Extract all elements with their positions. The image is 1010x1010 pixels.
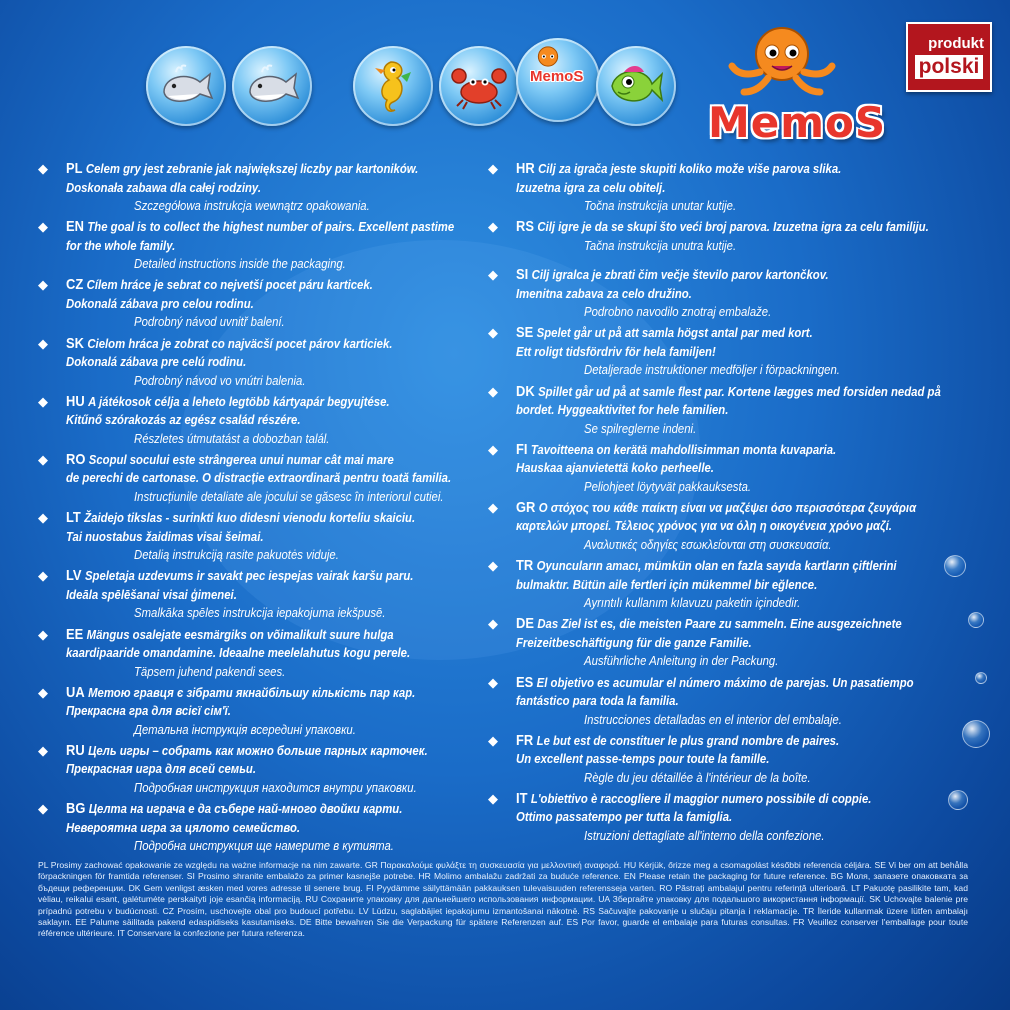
entry-line2: Kitűnő szórakozás az egész család részére. [66, 412, 301, 428]
entry-detail: Ausführliche Anleitung in der Packung. [584, 653, 779, 669]
entry-detail: Podrobný návod vo vnútri balenia. [134, 372, 306, 388]
entry-line1: Scopul socului este strângerea unui numar cât mai mare [88, 451, 394, 467]
entry-line2: Izuzetna igra za celu obitelj. [516, 179, 666, 195]
language-entry-ro [38, 451, 478, 509]
entry-detail: Peliohjeet löytyvät pakkauksesta. [584, 478, 752, 494]
entry-line1: Cilj igralca je zbrati čim večje število parov kartončkov. [531, 267, 829, 283]
language-entry-de [488, 615, 958, 673]
entry-line2: Imenitna zabava za celo družino. [516, 285, 692, 301]
entry-detail: Αναλυτικές οδηγίες εσωκλείονται στη συσκευασία. [584, 536, 832, 552]
diamond-bullet-icon [38, 163, 50, 175]
produkt-polski-badge [906, 22, 992, 92]
language-code: DK [516, 382, 535, 400]
diamond-bullet-icon [488, 269, 500, 281]
entry-detail: Részletes útmutatást a dobozban talál. [134, 430, 330, 446]
entry-line1: Žaidejo tikslas - surinkti kuo didesni vienodu korteliu skaiciu. [84, 510, 416, 526]
entry-line2: bulmaktır. Bütün aile fertleri için mükemmel bir eğlence. [516, 576, 818, 592]
language-code: RO [66, 450, 86, 468]
diamond-bullet-icon [488, 560, 500, 572]
entry-line2: Прекрасна гра для всієї сім'ї. [66, 703, 231, 719]
language-code: SI [516, 266, 529, 284]
language-code: RS [516, 218, 534, 236]
entry-detail: Se spilreglerne indeni. [584, 420, 697, 436]
entry-line1: Oyuncuların amacı, mümkün olan en fazla sayıda kartların çiftlerini [536, 558, 897, 574]
language-entry-si [488, 266, 958, 324]
entry-line1: The goal is to collect the highest number of pairs. Excellent pastime [87, 219, 455, 235]
entry-detail: Točna instrukcija unutar kutije. [584, 198, 737, 213]
brand-wordmark: MemoS [708, 98, 887, 147]
entry-line2: Freizeitbeschäftigung für die ganze Familie. [516, 634, 752, 650]
entry-line2: Un excellent passe-temps pour toute la famille. [516, 751, 770, 767]
entry-line1: Tavoitteena on kerätä mahdollisimman monta kuvaparia. [530, 441, 837, 457]
entry-line2: Прекрасная игра для всей семьи. [66, 761, 257, 777]
diamond-bullet-icon [38, 279, 50, 291]
whale-icon [154, 54, 218, 118]
language-entry-se [488, 324, 958, 382]
language-entry-ua [38, 684, 478, 742]
language-entry-ee [38, 626, 478, 684]
diamond-bullet-icon [488, 735, 500, 747]
diamond-bullet-icon [488, 444, 500, 456]
language-code: HU [66, 392, 85, 410]
entry-detail: Règle du jeu détaillée à l'intérieur de la boîte. [584, 769, 811, 785]
diamond-bullet-icon [38, 570, 50, 582]
language-entry-bg [38, 800, 478, 858]
diamond-bullet-icon [38, 396, 50, 408]
diamond-bullet-icon [38, 687, 50, 699]
language-code: TR [516, 557, 534, 575]
language-code: DE [516, 615, 534, 633]
entry-line1: El objetivo es acumular el número máximo de parejas. Un pasatiempo [536, 674, 914, 690]
entry-line2: καρτελών μπορεί. Τέλειος χρόνος για να όλη η οικογένεια χρόνο μαζί. [516, 518, 892, 534]
entry-line2: de perechi de cartonase. O distracție extraordinară pentru toată familia. [66, 470, 452, 486]
entry-line1: Mängus osalejate eesmärgiks on võimalikult suure hulga [86, 626, 394, 642]
entry-line2: Ett roligt tidsfördriv för hela familjen! [516, 343, 716, 359]
diamond-bullet-icon [38, 221, 50, 233]
entry-detail: Instrucțiunile detaliate ale jocului se găsesc în interiorul cutiei. [134, 488, 444, 504]
language-entry-fi [488, 441, 958, 499]
entry-line2: bordet. Hyggeaktivitet for hele familien. [516, 402, 729, 418]
tile-whale [232, 46, 312, 126]
language-code: EE [66, 625, 84, 643]
tile-seahorse [353, 46, 433, 126]
entry-line1: L'obiettivo è raccogliere il maggior numero possibile di coppie. [530, 790, 872, 806]
entry-line2: Ottimo passatempo per tutta la famiglia. [516, 809, 733, 825]
entry-detail: Instrucciones detalladas en el interior del embalaje. [584, 711, 842, 727]
bubble-decoration [962, 720, 990, 748]
language-code: BG [66, 800, 86, 818]
octopus-mascot-icon [722, 20, 842, 110]
tile-memos [516, 38, 600, 122]
language-code: CZ [66, 276, 84, 294]
entry-line1: A játékosok célja a leheto legtöbb kártyapár begyujtése. [88, 393, 390, 409]
diamond-bullet-icon [38, 803, 50, 815]
language-code: ES [516, 673, 534, 691]
entry-detail: Подробна инструкция ще намерите в кутията. [134, 838, 394, 854]
language-code: LT [66, 509, 81, 527]
language-entry-dk [488, 383, 958, 441]
language-entry-it [488, 790, 958, 848]
badge-line2: polski [915, 55, 984, 79]
language-entry-lv [38, 567, 478, 625]
entry-detail: Detalią instrukciją rasite pakuotės viduje. [134, 547, 339, 563]
diamond-bullet-icon [38, 745, 50, 757]
entry-line2: Ideāla spēlēšanai visai ģimenei. [66, 586, 237, 602]
bubble-decoration [968, 612, 984, 628]
language-code: GR [516, 498, 536, 516]
entry-line1: Цель игры – собрать как можно больше парных карточек. [88, 742, 428, 758]
entry-line1: Ο στόχος του κάθε παίκτη είναι να μαζέψει όσο περισσότερα ζευγάρια [538, 499, 917, 515]
language-code: HR [516, 160, 535, 177]
entry-line2: Hauskaa ajanvietettä koko perheelle. [516, 460, 714, 476]
diamond-bullet-icon [38, 338, 50, 350]
language-code: PL [66, 160, 83, 177]
diamond-bullet-icon [488, 327, 500, 339]
entry-line1: Das Ziel ist es, die meisten Paare zu sammeln. Eine ausgezeichnete [537, 616, 902, 632]
entry-detail: Detailed instructions inside the packaging. [134, 256, 346, 272]
entry-detail: Podrobný návod uvnitř balení. [134, 314, 285, 330]
language-entry-sk [38, 335, 478, 393]
entry-line2: Dokonalá zábava pre celú rodinu. [66, 354, 247, 370]
entry-line1: Spelet går ut på att samla högst antal par med kort. [536, 325, 813, 341]
entry-line2: fantástico para toda la familia. [516, 693, 679, 708]
language-entry-hr [488, 160, 958, 218]
entry-detail: Подробная инструкция находится внутри упаковки. [134, 779, 417, 795]
language-entry-rs [488, 218, 958, 266]
tile-crab [439, 46, 519, 126]
diamond-bullet-icon [488, 386, 500, 398]
entry-line2: Dokonalá zábava pro celou rodinu. [66, 295, 254, 311]
language-entry-fr [488, 732, 958, 790]
crab-icon [447, 54, 511, 118]
badge-line1: produkt [928, 35, 984, 52]
entry-line1: Spillet går ud på at samle flest par. Kortene lægges med forsiden nedad på [538, 383, 941, 399]
language-entry-en [38, 218, 478, 276]
language-code: RU [66, 741, 85, 759]
tile-memos-label: MemoS [530, 68, 584, 85]
entry-line1: Speletaja uzdevums ir savakt pec iespejas vairak karšu paru. [84, 568, 414, 584]
entry-detail: Detaljerade instruktioner medföljer i förpackningen. [584, 362, 840, 378]
packaging-notice-footer: PL Prosimy zachować opakowanie ze względu na ważne informacje na nim zawarte. GR Παρακαλούμε φυλάξτε τη συσκευασία για μελλοντική αναφορά. HU Kérjük, őrizze meg a csomagolást későbbi referencia céljára. SE Vi ber om att behålla förpackningen för framtida referenser. SI Prosimo shranite embalažo za primer kasnejše potrebe. HR Molimo ambalažu zadržati za buduće reference. EN Please retain the packaging for future reference. BG Моля, запазете опаковката за бъдещи референции. DK Gem venligst æsken med vores adresse til senere brug. FI Pyydämme säilyttämään pakkauksen tulevaisuuden referensseja varten. RO Păstrați ambalajul pentru referință ulterioară. LT Pakuotę pasilikite tam, kad vėliau, reikalui esant, galėtumėte perskaityti joje esančią informaciją. RU Сохраните упаковку для дальнейшего использования информации. UA Збергайте упаковку для подальшого використання інформації. SK Uchovajte balenie pre prípadnú potrebu v budúcnosti. CZ Prosím, uschovejte obal pro budoucí potřebu. LV Lūdzu, saglabājiet iepakojumu izmantošanai nākotnē. RS Sačuvajte pakovanje u slučaju pitanja i reklamacije. TR İleride kullanmak üzere lütfen ambalajı saklayın. EE Palume säilitada pakend edaspidiseks kasutamiseks. DE Bitte bewahren Sie die Verpackung für spätere Referenzen auf. ES Por favor, guarde el embalaje para futuras consultas. FR Veuillez conserver l'emballage pour toute référence ultérieure. IT Conservare la confezione per futura referenza. [38, 860, 968, 939]
diamond-bullet-icon [38, 512, 50, 524]
language-entry-tr [488, 557, 958, 615]
diamond-bullet-icon [488, 793, 500, 805]
entry-line2: for the whole family. [66, 237, 176, 253]
language-entry-es [488, 674, 958, 732]
entry-line1: Le but est de constituer le plus grand nombre de paires. [536, 732, 840, 748]
entry-line1: Celem gry jest zebranie jak największej liczby par kartoników. [85, 161, 419, 176]
tile-fish [596, 46, 676, 126]
entry-line2: Невероятна игра за цялото семейство. [66, 819, 301, 835]
diamond-bullet-icon [488, 221, 500, 233]
language-entry-lt [38, 509, 478, 567]
entry-line1: Cílem hráce je sebrat co nejvetší pocet páru karticek. [86, 277, 373, 293]
entry-detail: Smalkāka spēles instrukcija iepakojuma iekšpusē. [134, 605, 386, 621]
header [0, 0, 1010, 160]
entry-line1: Cielom hráca je zobrat co najväcší pocet párov karticiek. [87, 335, 393, 351]
entry-line2: kaardipaaride omandamine. Ideaalne meelelahutus kogu perele. [66, 645, 411, 660]
language-entry-ru [38, 742, 478, 800]
entry-line1: Целта на играча е да събере най-много двойки карти. [88, 801, 403, 817]
language-entry-pl [38, 160, 478, 218]
left-language-column [38, 160, 478, 858]
language-code: FI [516, 440, 528, 458]
entry-line2: Tai nuostabus žaidimas visai šeimai. [66, 528, 264, 544]
fish-icon [604, 54, 668, 118]
language-code: LV [66, 567, 82, 585]
diamond-bullet-icon [488, 163, 500, 175]
language-code: UA [66, 683, 85, 701]
seahorse-icon [361, 54, 425, 118]
language-code: EN [66, 218, 84, 236]
entry-detail: Szczegółowa instrukcja wewnątrz opakowania. [134, 198, 370, 213]
language-code: FR [516, 731, 534, 749]
language-code: SK [66, 334, 84, 352]
entry-line1: Метою гравця є зібрати якнайбільшу кількість пар кар. [88, 684, 416, 700]
diamond-bullet-icon [38, 629, 50, 641]
brand-logo [700, 20, 887, 150]
entry-detail: Детальна інструкція всередині упаковки. [134, 721, 356, 737]
language-entry-cz [38, 276, 478, 334]
language-code: IT [516, 789, 528, 807]
entry-line1: Cilj za igrača jeste skupiti koliko može više parova slika. [538, 161, 842, 176]
entry-detail: Istruzioni dettagliate all'interno della confezione. [584, 827, 825, 843]
entry-line2: Doskonała zabawa dla całej rodziny. [66, 179, 261, 195]
right-language-column [488, 160, 958, 848]
tile-whale [146, 46, 226, 126]
entry-detail: Täpsem juhend pakendi sees. [134, 663, 286, 679]
entry-line1: Cilj igre je da se skupi što veći broj parova. Izuzetna igra za celu familiju. [537, 219, 929, 235]
diamond-bullet-icon [488, 618, 500, 630]
language-entry-hu [38, 393, 478, 451]
entry-detail: Ayrıntılı kullanım kılavuzu paketin içindedir. [584, 595, 801, 611]
language-code: SE [516, 324, 534, 342]
bubble-decoration [975, 672, 987, 684]
entry-detail: Podrobno navodilo znotraj embalaže. [584, 304, 772, 320]
diamond-bullet-icon [488, 502, 500, 514]
diamond-bullet-icon [38, 454, 50, 466]
entry-detail: Tačna instrukcija unutra kutije. [584, 237, 737, 253]
diamond-bullet-icon [488, 677, 500, 689]
language-entry-gr [488, 499, 958, 557]
whale-icon [240, 54, 304, 118]
